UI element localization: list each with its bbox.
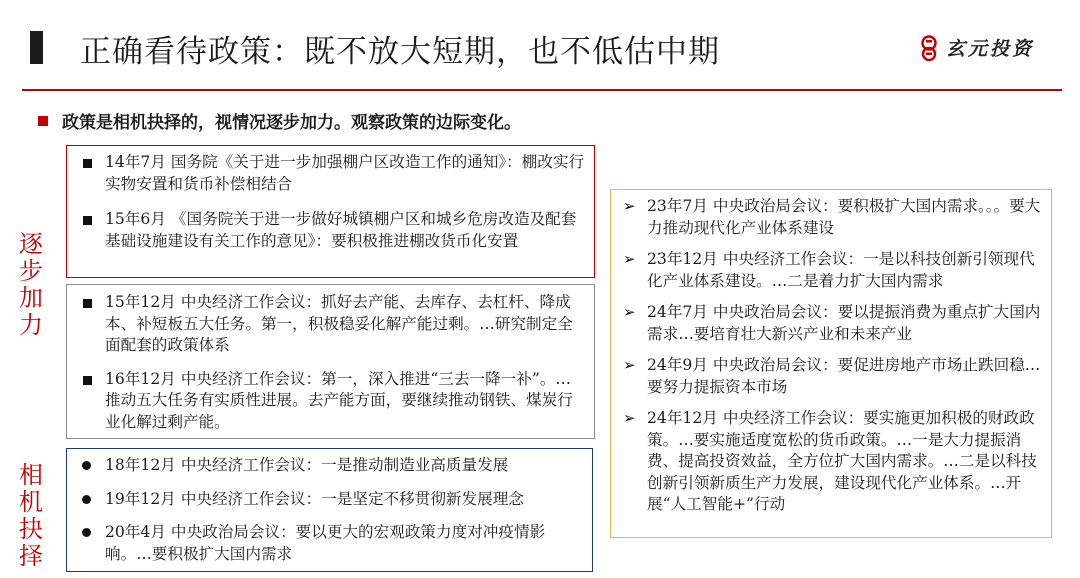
- list-item: ➢ 24年9月 中央政治局会议：要促进房地产市场止跌回稳…要努力提振资本市场: [623, 356, 1041, 396]
- square-bullet-icon: [83, 216, 92, 225]
- list-item: 16年12月 中央经济工作会议：第一，深入推进“三去一降一补”。…推动五大任务有实质性进展。去产能方面，要继续推动钢铁、煤炭行业化解过剩产能。: [73, 369, 586, 434]
- lead-text: 政策是相机抉择的，视情况逐步加力。观察政策的边际变化。: [62, 113, 521, 133]
- list-item: 15年12月 中央经济工作会议：抓好去产能、去库存、去杠杆、降成本、补短板五大任务。第一，积极稳妥化解产能过剩。…研究制定全面配套的政策体系: [73, 292, 586, 357]
- title-accent-bar: [30, 31, 43, 64]
- dot-bullet-icon: [82, 461, 91, 470]
- arrow-bullet-icon: ➢: [623, 356, 636, 374]
- list-item: ➢ 24年12月 中央经济工作会议：要实施更加积极的财政政策。…要实施适度宽松的货币政策。…一是大力提振消费、提高投资效益，全方位扩大国内需求。…二是以科技创新引领新质生产力发展，建设现代化产业体系。…开展“人工智能+”行动: [623, 409, 1037, 513]
- list-item: ➢ 24年7月 中央政治局会议：要以提振消费为重点扩大国内需求…要培育壮大新兴产业和未来产业: [623, 303, 1041, 343]
- dot-bullet-icon: [82, 528, 91, 537]
- list-item: 18年12月 中央经济工作会议：一是推动制造业高质量发展: [73, 455, 584, 477]
- policy-box-shantytown: [66, 145, 595, 278]
- list-item: 15年6月 《国务院关于进一步做好城镇棚户区和城乡危房改造及配套基础设施建设有关工作的意见》：要积极推进棚改货币化安置: [73, 209, 586, 252]
- policy-box-quality-development: [66, 448, 593, 572]
- square-bullet-icon: [83, 299, 92, 308]
- square-bullet-icon: [83, 159, 92, 168]
- company-logo: [918, 34, 1034, 61]
- label-gradual: 逐步加力: [19, 230, 43, 339]
- list-item: ➢ 23年7月 中央政治局会议：要积极扩大国内需求。。。要大力推动现代化产业体系建设: [623, 197, 1041, 237]
- arrow-bullet-icon: ➢: [623, 303, 636, 321]
- page-title: 正确看待政策：既不放大短期，也不低估中期: [80, 34, 720, 70]
- list-item: ➢ 23年12月 中央经济工作会议：一是以科技创新引领现代化产业体系建设。…二是着力扩大国内需求: [623, 250, 1035, 290]
- lead-bullet-icon: [38, 116, 48, 126]
- square-bullet-icon: [83, 376, 92, 385]
- arrow-bullet-icon: ➢: [623, 197, 636, 215]
- arrow-bullet-icon: ➢: [623, 409, 636, 427]
- list-item: 14年7月 国务院《关于进一步加强棚户区改造工作的通知》：棚改实行实物安置和货币补偿相结合: [73, 152, 586, 195]
- list-item: 19年12月 中央经济工作会议：一是坚定不移贯彻新发展理念: [73, 489, 584, 511]
- header-divider: [22, 89, 1062, 91]
- logo-text: 玄元投资: [946, 38, 1035, 60]
- list-item: 20年4月 中央政治局会议：要以更大的宏观政策力度对冲疫情影响。…要积极扩大国内需求: [73, 522, 584, 565]
- arrow-bullet-icon: ➢: [623, 250, 636, 268]
- logo-seal-icon: [918, 35, 940, 61]
- dot-bullet-icon: [82, 495, 91, 504]
- lead-statement: [38, 108, 521, 133]
- policy-box-supply-side: [66, 284, 595, 439]
- policy-box-recent-meetings: [610, 189, 1052, 538]
- label-discretionary: 相机抉择: [19, 461, 43, 570]
